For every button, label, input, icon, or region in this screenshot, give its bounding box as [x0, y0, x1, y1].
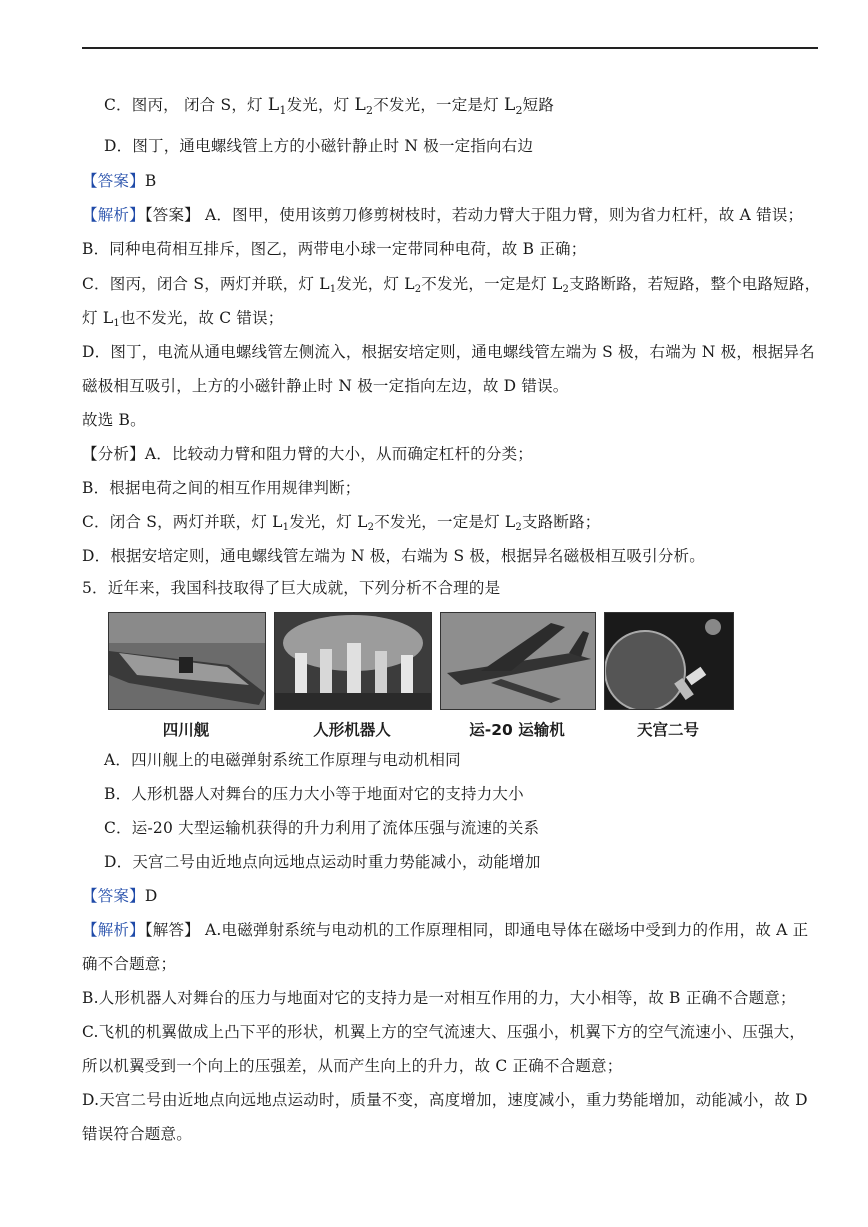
- analysis-1-line-4: D．根据安培定则，通电螺线管左端为 N 极，右端为 S 极，根据异名磁极相互吸引分析。: [82, 547, 705, 565]
- photo-tiangong-2: [604, 612, 734, 710]
- explain-2-line-1: 【解析】【解答】 A.电磁弹射系统与电动机的工作原理相同，即通电导体在磁场中受到力的作用，故 A 正: [82, 921, 809, 939]
- q5-option-b: B．人形机器人对舞台的压力大小等于地面对它的支持力大小: [104, 785, 524, 803]
- explain-1-line-5: D．图丁，电流从通电螺线管左侧流入，根据安培定则，通电螺线管左端为 S 极，右端为 N 极，根据异名: [82, 343, 815, 361]
- explain-1-line-7: 故选 B。: [82, 411, 146, 429]
- caption-humanoid-robots: 人形机器人: [313, 721, 391, 739]
- analysis-1-line-1: 【分析】A．比较动力臂和阻力臂的大小，从而确定杠杆的分类；: [82, 445, 534, 463]
- explain-1-line-4: 灯 $L_1$也不发光，故 C 错误；: [82, 309, 284, 329]
- explain-1-line-1: 【解析】【答案】 A．图甲，使用该剪刀修剪树枝时，若动力臂大于阻力臂，则为省力杠杆，故 A 错误；: [82, 206, 804, 224]
- answer-tag: 【答案】: [82, 172, 145, 190]
- solve-tag: 【解答】: [144, 921, 200, 939]
- explain-tag: 【解析】: [82, 206, 145, 224]
- analysis-1-line-3: C．闭合 S，两灯并联，灯 $L_1$发光，灯 $L_2$不发光，一定是灯 $L_2$支路断路；: [82, 513, 601, 533]
- answer-value: B: [144, 172, 157, 190]
- explain-2-line-5: 所以机翼受到一个向上的压强差，从而产生向上的升力，故 C 正确不合题意；: [82, 1057, 623, 1075]
- photo-humanoid-robots: [274, 612, 432, 710]
- answer-value: D: [144, 887, 158, 905]
- photo-sichuan-ship: [108, 612, 266, 710]
- q5-option-a: A．四川舰上的电磁弹射系统工作原理与电动机相同: [104, 751, 461, 769]
- q5-option-d: D．天宫二号由近地点向远地点运动时重力势能减小，动能增加: [104, 853, 541, 871]
- header-rule: [82, 47, 818, 49]
- analysis-tag: 【分析】: [82, 445, 145, 463]
- caption-tiangong-2: 天宫二号: [636, 721, 699, 739]
- analysis-1-line-2: B．根据电荷之间的相互作用规律判断；: [82, 479, 361, 497]
- explain-2-line-7: 错误符合题意。: [82, 1125, 192, 1143]
- photo-y20-transport-plane: [440, 612, 596, 710]
- explain-2-line-4: C.飞机的机翼做成上凸下平的形状，机翼上方的空气流速大、压强小，机翼下方的空气流速小、压强大，: [82, 1023, 806, 1041]
- answer-1: [82, 171, 822, 191]
- option-c-prev: C．图丙， 闭合 S，灯 $L_1$发光，灯 $L_2$不发光，一定是灯 $L_2$短路: [104, 95, 555, 117]
- explain-1-line-6: 磁极相互吸引，上方的小磁针静止时 N 极一定指向左边，故 D 错误。: [82, 377, 569, 395]
- solve-tag: 【答案】: [144, 206, 200, 224]
- explain-2-line-2: 确不合题意；: [82, 955, 177, 973]
- caption-sichuan-ship: 四川舰: [162, 721, 210, 739]
- explain-2-line-3: B.人形机器人对舞台的压力与地面对它的支持力是一对相互作用的力，大小相等，故 B 正确不合题意；: [82, 989, 796, 1007]
- question-5-stem: 5．近年来，我国科技取得了巨大成就，下列分析不合理的是: [82, 579, 501, 597]
- explain-1-line-3: C．图丙，闭合 S，两灯并联，灯 $L_1$发光，灯 $L_2$不发光，一定是灯 $L_2$支路断路，若短路，整个电路短路，: [82, 275, 821, 295]
- answer-2: [82, 886, 822, 906]
- explain-tag: 【解析】: [82, 921, 145, 939]
- explain-1-line-2: B．同种电荷相互排斥，图乙，两带电小球一定带同种电荷，故 B 正确；: [82, 240, 587, 258]
- caption-y20: 运-20 运输机: [469, 721, 565, 739]
- q5-option-c: C．运-20 大型运输机获得的升力利用了流体压强与流速的关系: [104, 819, 540, 837]
- option-d-prev: D．图丁，通电螺线管上方的小磁针静止时 N 极一定指向右边: [104, 137, 534, 155]
- explain-2-line-6: D.天宫二号由近地点向远地点运动时，质量不变，高度增加，速度减小，重力势能增加，动能减小，故 D: [82, 1091, 808, 1109]
- answer-tag: 【答案】: [82, 887, 145, 905]
